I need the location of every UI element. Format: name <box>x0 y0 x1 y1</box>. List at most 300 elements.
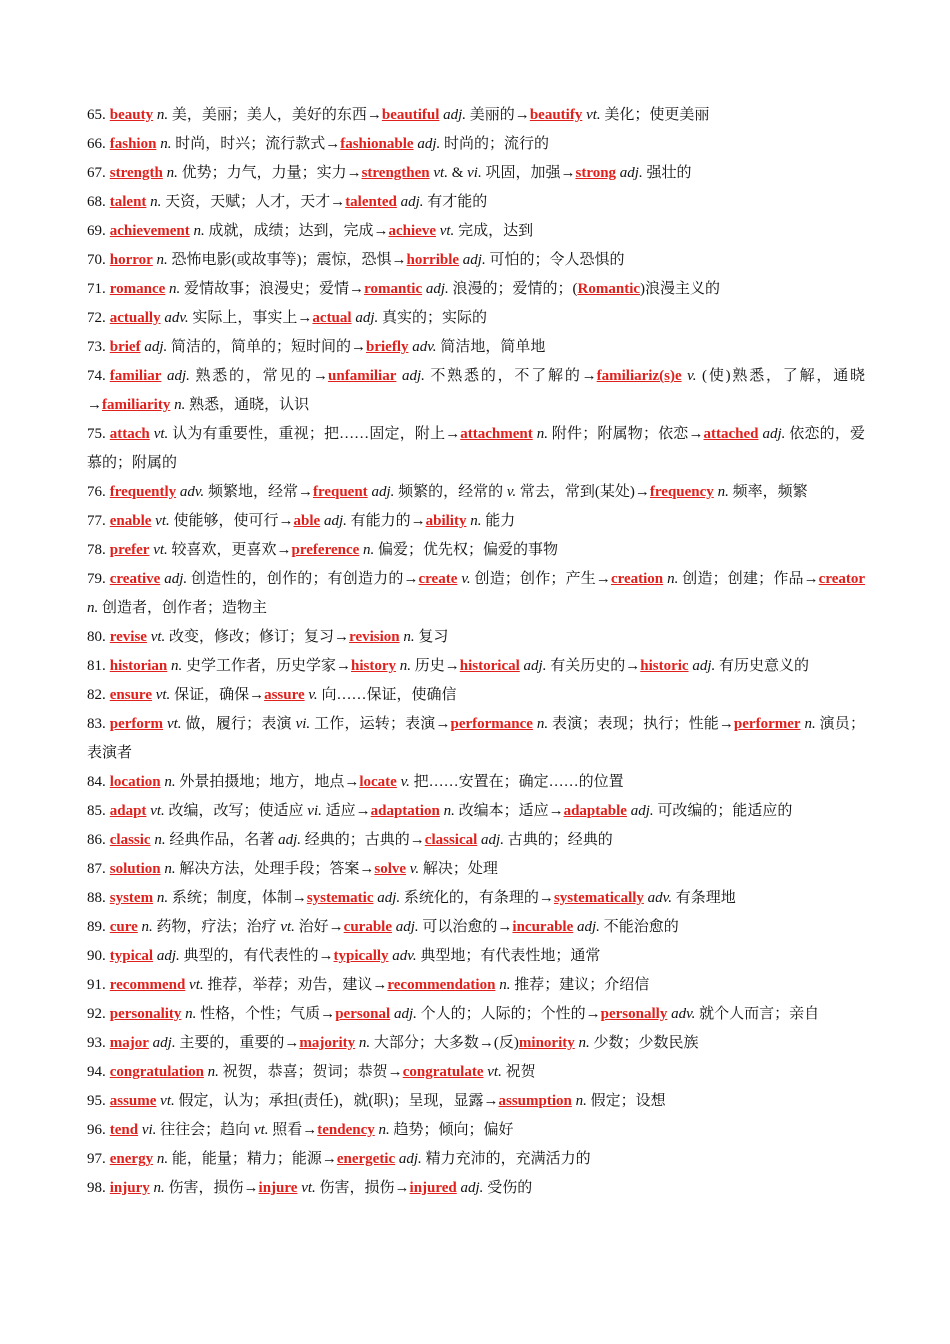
part-of-speech: adj. <box>630 803 654 819</box>
keyword: actual <box>312 310 352 326</box>
vocab-entry <box>87 1174 865 1203</box>
part-of-speech: adj. <box>400 194 424 210</box>
keyword: brief <box>109 339 141 355</box>
definition-text: 少数；少数民族 <box>589 1035 699 1051</box>
keyword: cure <box>109 919 138 935</box>
definition-text: (使)熟悉，了解，通晓→ <box>87 368 866 413</box>
definition-text: 实际上，事实上→ <box>188 310 313 326</box>
part-of-speech: vt. <box>280 919 295 935</box>
keyword: enable <box>109 513 152 529</box>
entry-number: 78. <box>87 542 106 558</box>
definition-text: 改编本；适应→ <box>454 803 564 819</box>
vocab-entry <box>87 1145 865 1174</box>
vocab-entry <box>87 855 865 884</box>
definition-text: 历史→ <box>411 658 460 674</box>
keyword: minority <box>518 1035 575 1051</box>
part-of-speech: vi. <box>295 716 311 732</box>
part-of-speech: adv. <box>179 484 205 500</box>
definition-text: 个人的；人际的；个性的→ <box>416 1006 601 1022</box>
part-of-speech: n. <box>667 571 679 587</box>
part-of-speech: n. <box>154 832 166 848</box>
keyword: classic <box>109 832 151 848</box>
entry-number: 74. <box>87 368 106 384</box>
part-of-speech: adj. <box>152 1035 176 1051</box>
definition-text: 依恋的，爱慕的；附属的 <box>87 426 866 471</box>
vocab-entry <box>87 101 865 130</box>
vocab-entry <box>87 188 865 217</box>
keyword: assure <box>264 687 305 703</box>
definition-text: 改编，改写；使适应 <box>164 803 308 819</box>
keyword: location <box>109 774 161 790</box>
keyword: familiar <box>109 368 162 384</box>
keyword: energetic <box>336 1151 396 1167</box>
keyword: recommendation <box>387 977 496 993</box>
part-of-speech: adj. <box>323 513 347 529</box>
part-of-speech: n. <box>717 484 729 500</box>
part-of-speech: n. <box>150 194 162 210</box>
keyword: congratulation <box>109 1064 204 1080</box>
part-of-speech: adj. <box>156 948 180 964</box>
vocab-entry <box>87 710 865 768</box>
vocab-entry <box>87 1058 865 1087</box>
entry-number: 77. <box>87 513 106 529</box>
part-of-speech: vt. <box>153 542 168 558</box>
definition-text: 适应→ <box>321 803 371 819</box>
definition-text: 演员；表演者 <box>87 716 865 761</box>
part-of-speech: vt. <box>487 1064 502 1080</box>
part-of-speech: vt. <box>150 629 166 645</box>
part-of-speech: adj. <box>692 658 716 674</box>
definition-text: 强壮的 <box>642 165 692 181</box>
part-of-speech: adj. <box>278 832 302 848</box>
part-of-speech: n. <box>164 774 176 790</box>
keyword: Romantic <box>577 281 641 297</box>
vocab-entry <box>87 159 865 188</box>
part-of-speech: vt. <box>439 223 455 239</box>
definition-text: 熟悉的，常见的→ <box>189 368 329 384</box>
keyword: personal <box>335 1006 391 1022</box>
definition-text: 系统；制度，体制→ <box>168 890 307 906</box>
definition-text: 使能够，使可行→ <box>169 513 294 529</box>
keyword: recommend <box>109 977 186 993</box>
definition-text: 简洁地，简单地 <box>436 339 546 355</box>
entry-number: 82. <box>87 687 106 703</box>
definition-text: 有才能的 <box>423 194 488 210</box>
entry-number: 98. <box>87 1180 106 1196</box>
definition-text: 伤害，损伤→ <box>315 1180 410 1196</box>
vocab-entry <box>87 681 865 710</box>
definition-text: 保证，确保→ <box>170 687 265 703</box>
keyword: personality <box>109 1006 182 1022</box>
keyword: beautify <box>529 107 583 123</box>
entry-number: 81. <box>87 658 106 674</box>
part-of-speech: n. <box>575 1093 587 1109</box>
part-of-speech: adj. <box>393 1006 417 1022</box>
part-of-speech: adj. <box>164 571 188 587</box>
vocab-entry <box>87 913 865 942</box>
keyword: injure <box>258 1180 298 1196</box>
definition-text: 治好→ <box>294 919 344 935</box>
definition-text: 时尚的；流行的 <box>440 136 549 152</box>
keyword: talented <box>345 194 397 210</box>
part-of-speech: vi. <box>141 1122 157 1138</box>
definition-text: 照看→ <box>268 1122 318 1138</box>
keyword: create <box>418 571 458 587</box>
entry-number: 96. <box>87 1122 106 1138</box>
definition-text: 性格，个性；气质→ <box>196 1006 336 1022</box>
keyword: frequency <box>649 484 714 500</box>
definition-text: 就个人而言；亲自 <box>695 1006 820 1022</box>
definition-text: 趋势；倾向；偏好 <box>389 1122 514 1138</box>
part-of-speech: v. <box>506 484 517 500</box>
definition-text: 向……保证，使确信 <box>317 687 457 703</box>
keyword: classical <box>424 832 478 848</box>
definition-text: 解决方法，处理手段；答案→ <box>175 861 375 877</box>
part-of-speech: adv. <box>647 890 672 906</box>
keyword: creative <box>109 571 161 587</box>
entry-number: 86. <box>87 832 106 848</box>
definition-text: 不能治愈的 <box>599 919 679 935</box>
definition-text: 解决；处理 <box>419 861 498 877</box>
part-of-speech: adj. <box>481 832 504 848</box>
definition-text: & <box>447 165 468 181</box>
keyword: ensure <box>109 687 152 703</box>
definition-text: 有历史意义的 <box>715 658 809 674</box>
part-of-speech: n. <box>207 1064 219 1080</box>
definition-text: 精力充沛的，充满活力的 <box>421 1151 591 1167</box>
entry-number: 65. <box>87 107 106 123</box>
part-of-speech: v. <box>409 861 420 877</box>
definition-text: 改变，修改；修订；复习→ <box>165 629 350 645</box>
keyword: major <box>109 1035 149 1051</box>
definition-text: 典型地；有代表性地；通常 <box>416 948 601 964</box>
definition-text: 可改编的；能适应的 <box>653 803 793 819</box>
keyword: preference <box>291 542 360 558</box>
part-of-speech: n. <box>443 803 455 819</box>
part-of-speech: n. <box>153 1180 165 1196</box>
entry-number: 92. <box>87 1006 106 1022</box>
vocab-entry <box>87 884 865 913</box>
keyword: ability <box>425 513 467 529</box>
keyword: majority <box>299 1035 356 1051</box>
definition-text: 工作，运转；表演→ <box>310 716 451 732</box>
entry-number: 79. <box>87 571 106 587</box>
definition-text: 美丽的→ <box>466 107 530 123</box>
definition-text: 假定；设想 <box>586 1093 666 1109</box>
keyword: assumption <box>498 1093 572 1109</box>
vocab-entry <box>87 275 865 304</box>
keyword: romantic <box>364 281 423 297</box>
keyword: curable <box>343 919 392 935</box>
keyword: personally <box>600 1006 668 1022</box>
part-of-speech: adj. <box>398 1151 422 1167</box>
definition-text: 复习 <box>414 629 449 645</box>
part-of-speech: adj. <box>166 368 190 384</box>
part-of-speech: vt. <box>160 1093 175 1109</box>
definition-text: 经典的；古典的→ <box>301 832 425 848</box>
definition-text: 大部分；大多数→(反) <box>370 1035 519 1051</box>
keyword: historic <box>640 658 689 674</box>
vocab-entry <box>87 507 865 536</box>
part-of-speech: adj. <box>371 484 395 500</box>
part-of-speech: vt. <box>153 426 169 442</box>
definition-text: 天资，天赋；人才，天才→ <box>161 194 346 210</box>
definition-text: 推荐，举荐；劝告，建议→ <box>203 977 388 993</box>
part-of-speech: vt. <box>253 1122 269 1138</box>
entry-number: 87. <box>87 861 106 877</box>
vocab-entry <box>87 304 865 333</box>
definition-text: 巩固，加强→ <box>481 165 576 181</box>
entry-number: 91. <box>87 977 106 993</box>
vocab-entry <box>87 246 865 275</box>
keyword: assume <box>109 1093 157 1109</box>
keyword: frequent <box>312 484 368 500</box>
part-of-speech: adj. <box>355 310 379 326</box>
part-of-speech: vt. <box>155 687 171 703</box>
definition-text: 假定，认为；承担(责任)，就(职)；呈现，显露→ <box>174 1093 499 1109</box>
part-of-speech: vi. <box>307 803 322 819</box>
definition-text: 不熟悉的，不了解的→ <box>424 368 597 384</box>
definition-text: 偏爱；优先权；偏爱的事物 <box>374 542 559 558</box>
definition-text: 可以治愈的→ <box>418 919 513 935</box>
definition-text: 美化；使更美丽 <box>600 107 710 123</box>
definition-text: 创造；创作；产生→ <box>470 571 611 587</box>
part-of-speech: adv. <box>392 948 417 964</box>
vocab-entry <box>87 478 865 507</box>
part-of-speech: n. <box>578 1035 590 1051</box>
keyword: incurable <box>512 919 574 935</box>
keyword: able <box>293 513 321 529</box>
definition-text: 优势；力气，力量；实力→ <box>177 165 362 181</box>
entry-number: 83. <box>87 716 106 732</box>
part-of-speech: n. <box>378 1122 390 1138</box>
part-of-speech: adj. <box>762 426 786 442</box>
part-of-speech: v. <box>400 774 410 790</box>
part-of-speech: vt. <box>433 165 448 181</box>
part-of-speech: vt. <box>155 513 170 529</box>
keyword: typically <box>333 948 389 964</box>
part-of-speech: n. <box>193 223 205 239</box>
definition-text: 频繁地，经常→ <box>204 484 313 500</box>
keyword: strength <box>109 165 163 181</box>
entry-number: 68. <box>87 194 106 210</box>
part-of-speech: adv. <box>164 310 189 326</box>
part-of-speech: adj. <box>577 919 600 935</box>
keyword: achieve <box>388 223 436 239</box>
definition-text: 伤害，损伤→ <box>164 1180 259 1196</box>
definition-text: 有能力的→ <box>346 513 426 529</box>
vocab-entry <box>87 333 865 362</box>
keyword: performance <box>450 716 533 732</box>
keyword: unfamiliar <box>328 368 397 384</box>
keyword: injury <box>109 1180 150 1196</box>
keyword: historical <box>459 658 520 674</box>
keyword: fashionable <box>340 136 414 152</box>
definition-text: 爱情故事；浪漫史；爱情→ <box>180 281 365 297</box>
definition-text: 受伤的 <box>483 1180 533 1196</box>
entry-number: 89. <box>87 919 106 935</box>
definition-text: 表演；表现；执行；性能→ <box>548 716 734 732</box>
keyword: frequently <box>109 484 177 500</box>
definition-text: 祝贺，恭喜；贺词；恭贺→ <box>218 1064 403 1080</box>
definition-text: 经典作品，名著 <box>165 832 279 848</box>
definition-text: 浪漫的；爱情的；( <box>448 281 578 297</box>
keyword: adapt <box>109 803 147 819</box>
part-of-speech: n. <box>470 513 482 529</box>
part-of-speech: n. <box>536 426 548 442</box>
part-of-speech: n. <box>156 890 169 906</box>
entry-number: 93. <box>87 1035 106 1051</box>
keyword: revision <box>349 629 400 645</box>
entry-number: 72. <box>87 310 106 326</box>
definition-text: 能，能量；精力；能源→ <box>168 1151 337 1167</box>
part-of-speech: vt. <box>166 716 182 732</box>
vocab-entry <box>87 826 865 855</box>
part-of-speech: n. <box>363 542 375 558</box>
part-of-speech: adj. <box>425 281 449 297</box>
entry-number: 88. <box>87 890 106 906</box>
definition-text: )浪漫主义的 <box>640 281 721 297</box>
definition-text: 频率，频繁 <box>728 484 808 500</box>
definition-text: 成就，成绩；达到，完成→ <box>204 223 389 239</box>
entry-number: 97. <box>87 1151 106 1167</box>
part-of-speech: vi. <box>467 165 482 181</box>
definition-text: 推荐；建议；介绍信 <box>510 977 650 993</box>
keyword: familiariz(s)e <box>596 368 682 384</box>
keyword: typical <box>109 948 154 964</box>
vocab-entry <box>87 652 865 681</box>
keyword: system <box>109 890 154 906</box>
definition-text: 创造性的，创作的；有创造力的→ <box>187 571 419 587</box>
keyword: fashion <box>109 136 157 152</box>
part-of-speech: n. <box>169 281 181 297</box>
entry-number: 69. <box>87 223 106 239</box>
vocab-entry <box>87 217 865 246</box>
definition-text: 认为有重要性，重视；把……固定，附上→ <box>168 426 461 442</box>
part-of-speech: n. <box>804 716 816 732</box>
definition-text: 可怕的；令人恐惧的 <box>485 252 625 268</box>
keyword: prefer <box>109 542 150 558</box>
part-of-speech: n. <box>185 1006 197 1022</box>
part-of-speech: n. <box>164 861 176 877</box>
part-of-speech: adj. <box>462 252 486 268</box>
definition-text: 史学工作者，历史学家→ <box>182 658 352 674</box>
part-of-speech: adj. <box>460 1180 484 1196</box>
part-of-speech: vt. <box>586 107 601 123</box>
definition-text: 往往会；趋向 <box>156 1122 254 1138</box>
keyword: injured <box>409 1180 457 1196</box>
definition-text: 附件；附属物；依恋→ <box>547 426 704 442</box>
keyword: briefly <box>366 339 409 355</box>
keyword: tend <box>109 1122 139 1138</box>
keyword: history <box>351 658 397 674</box>
entry-number: 84. <box>87 774 106 790</box>
definition-text: 较喜欢，更喜欢→ <box>167 542 292 558</box>
definition-text: 主要的，重要的→ <box>175 1035 300 1051</box>
keyword: creator <box>818 571 866 587</box>
part-of-speech: adj. <box>619 165 643 181</box>
vocabulary-list <box>87 101 865 1203</box>
keyword: revise <box>109 629 147 645</box>
part-of-speech: adv. <box>412 339 437 355</box>
keyword: beautiful <box>381 107 440 123</box>
part-of-speech: adj. <box>377 890 401 906</box>
part-of-speech: vt. <box>189 977 204 993</box>
keyword: familiarity <box>102 397 171 413</box>
keyword: tendency <box>317 1122 375 1138</box>
keyword: actually <box>109 310 161 326</box>
vocab-entry <box>87 420 865 478</box>
part-of-speech: n. <box>156 252 168 268</box>
definition-text: 系统化的，有条理的→ <box>400 890 554 906</box>
definition-text: 时尚，时兴；流行款式→ <box>171 136 341 152</box>
definition-text: 祝贺 <box>501 1064 536 1080</box>
definition-text: 美，美丽；美人，美好的东西→ <box>168 107 382 123</box>
part-of-speech: v. <box>687 368 697 384</box>
definition-text: 药物，疗法；治疗 <box>152 919 281 935</box>
part-of-speech: v. <box>461 571 471 587</box>
keyword: systematically <box>553 890 644 906</box>
entry-number: 85. <box>87 803 106 819</box>
part-of-speech: n. <box>160 136 172 152</box>
vocab-entry <box>87 942 865 971</box>
definition-text: 古典的；经典的 <box>503 832 613 848</box>
keyword: performer <box>733 716 801 732</box>
keyword: horror <box>109 252 153 268</box>
keyword: congratulate <box>402 1064 484 1080</box>
keyword: locate <box>359 774 397 790</box>
vocab-entry <box>87 971 865 1000</box>
definition-text: 把……安置在；确定……的位置 <box>409 774 624 790</box>
part-of-speech: adj. <box>401 368 425 384</box>
part-of-speech: n. <box>536 716 549 732</box>
vocab-entry <box>87 1087 865 1116</box>
keyword: strong <box>575 165 617 181</box>
part-of-speech: n. <box>141 919 153 935</box>
entry-number: 80. <box>87 629 106 645</box>
vocab-entry <box>87 797 865 826</box>
part-of-speech: adj. <box>523 658 547 674</box>
definition-text: 典型的，有代表性的→ <box>179 948 334 964</box>
entry-number: 70. <box>87 252 106 268</box>
entry-number: 67. <box>87 165 106 181</box>
part-of-speech: n. <box>358 1035 371 1051</box>
vocab-entry <box>87 1000 865 1029</box>
keyword: attach <box>109 426 150 442</box>
part-of-speech: adv. <box>671 1006 696 1022</box>
part-of-speech: n. <box>174 397 186 413</box>
part-of-speech: n. <box>403 629 415 645</box>
entry-number: 66. <box>87 136 106 152</box>
keyword: historian <box>109 658 168 674</box>
entry-number: 73. <box>87 339 106 355</box>
vocab-entry <box>87 623 865 652</box>
part-of-speech: n. <box>171 658 183 674</box>
vocab-entry <box>87 768 865 797</box>
entry-number: 76. <box>87 484 106 500</box>
definition-text: 常去，常到(某处)→ <box>516 484 650 500</box>
definition-text: 做，履行；表演 <box>181 716 296 732</box>
keyword: systematic <box>306 890 374 906</box>
part-of-speech: adj. <box>443 107 467 123</box>
vocab-entry <box>87 536 865 565</box>
vocab-entry <box>87 1029 865 1058</box>
definition-text: 有条理地 <box>671 890 736 906</box>
definition-text: 恐怖电影(或故事等)；震惊，恐惧→ <box>167 252 407 268</box>
definition-text: 能力 <box>481 513 516 529</box>
keyword: achievement <box>109 223 190 239</box>
part-of-speech: vt. <box>150 803 165 819</box>
